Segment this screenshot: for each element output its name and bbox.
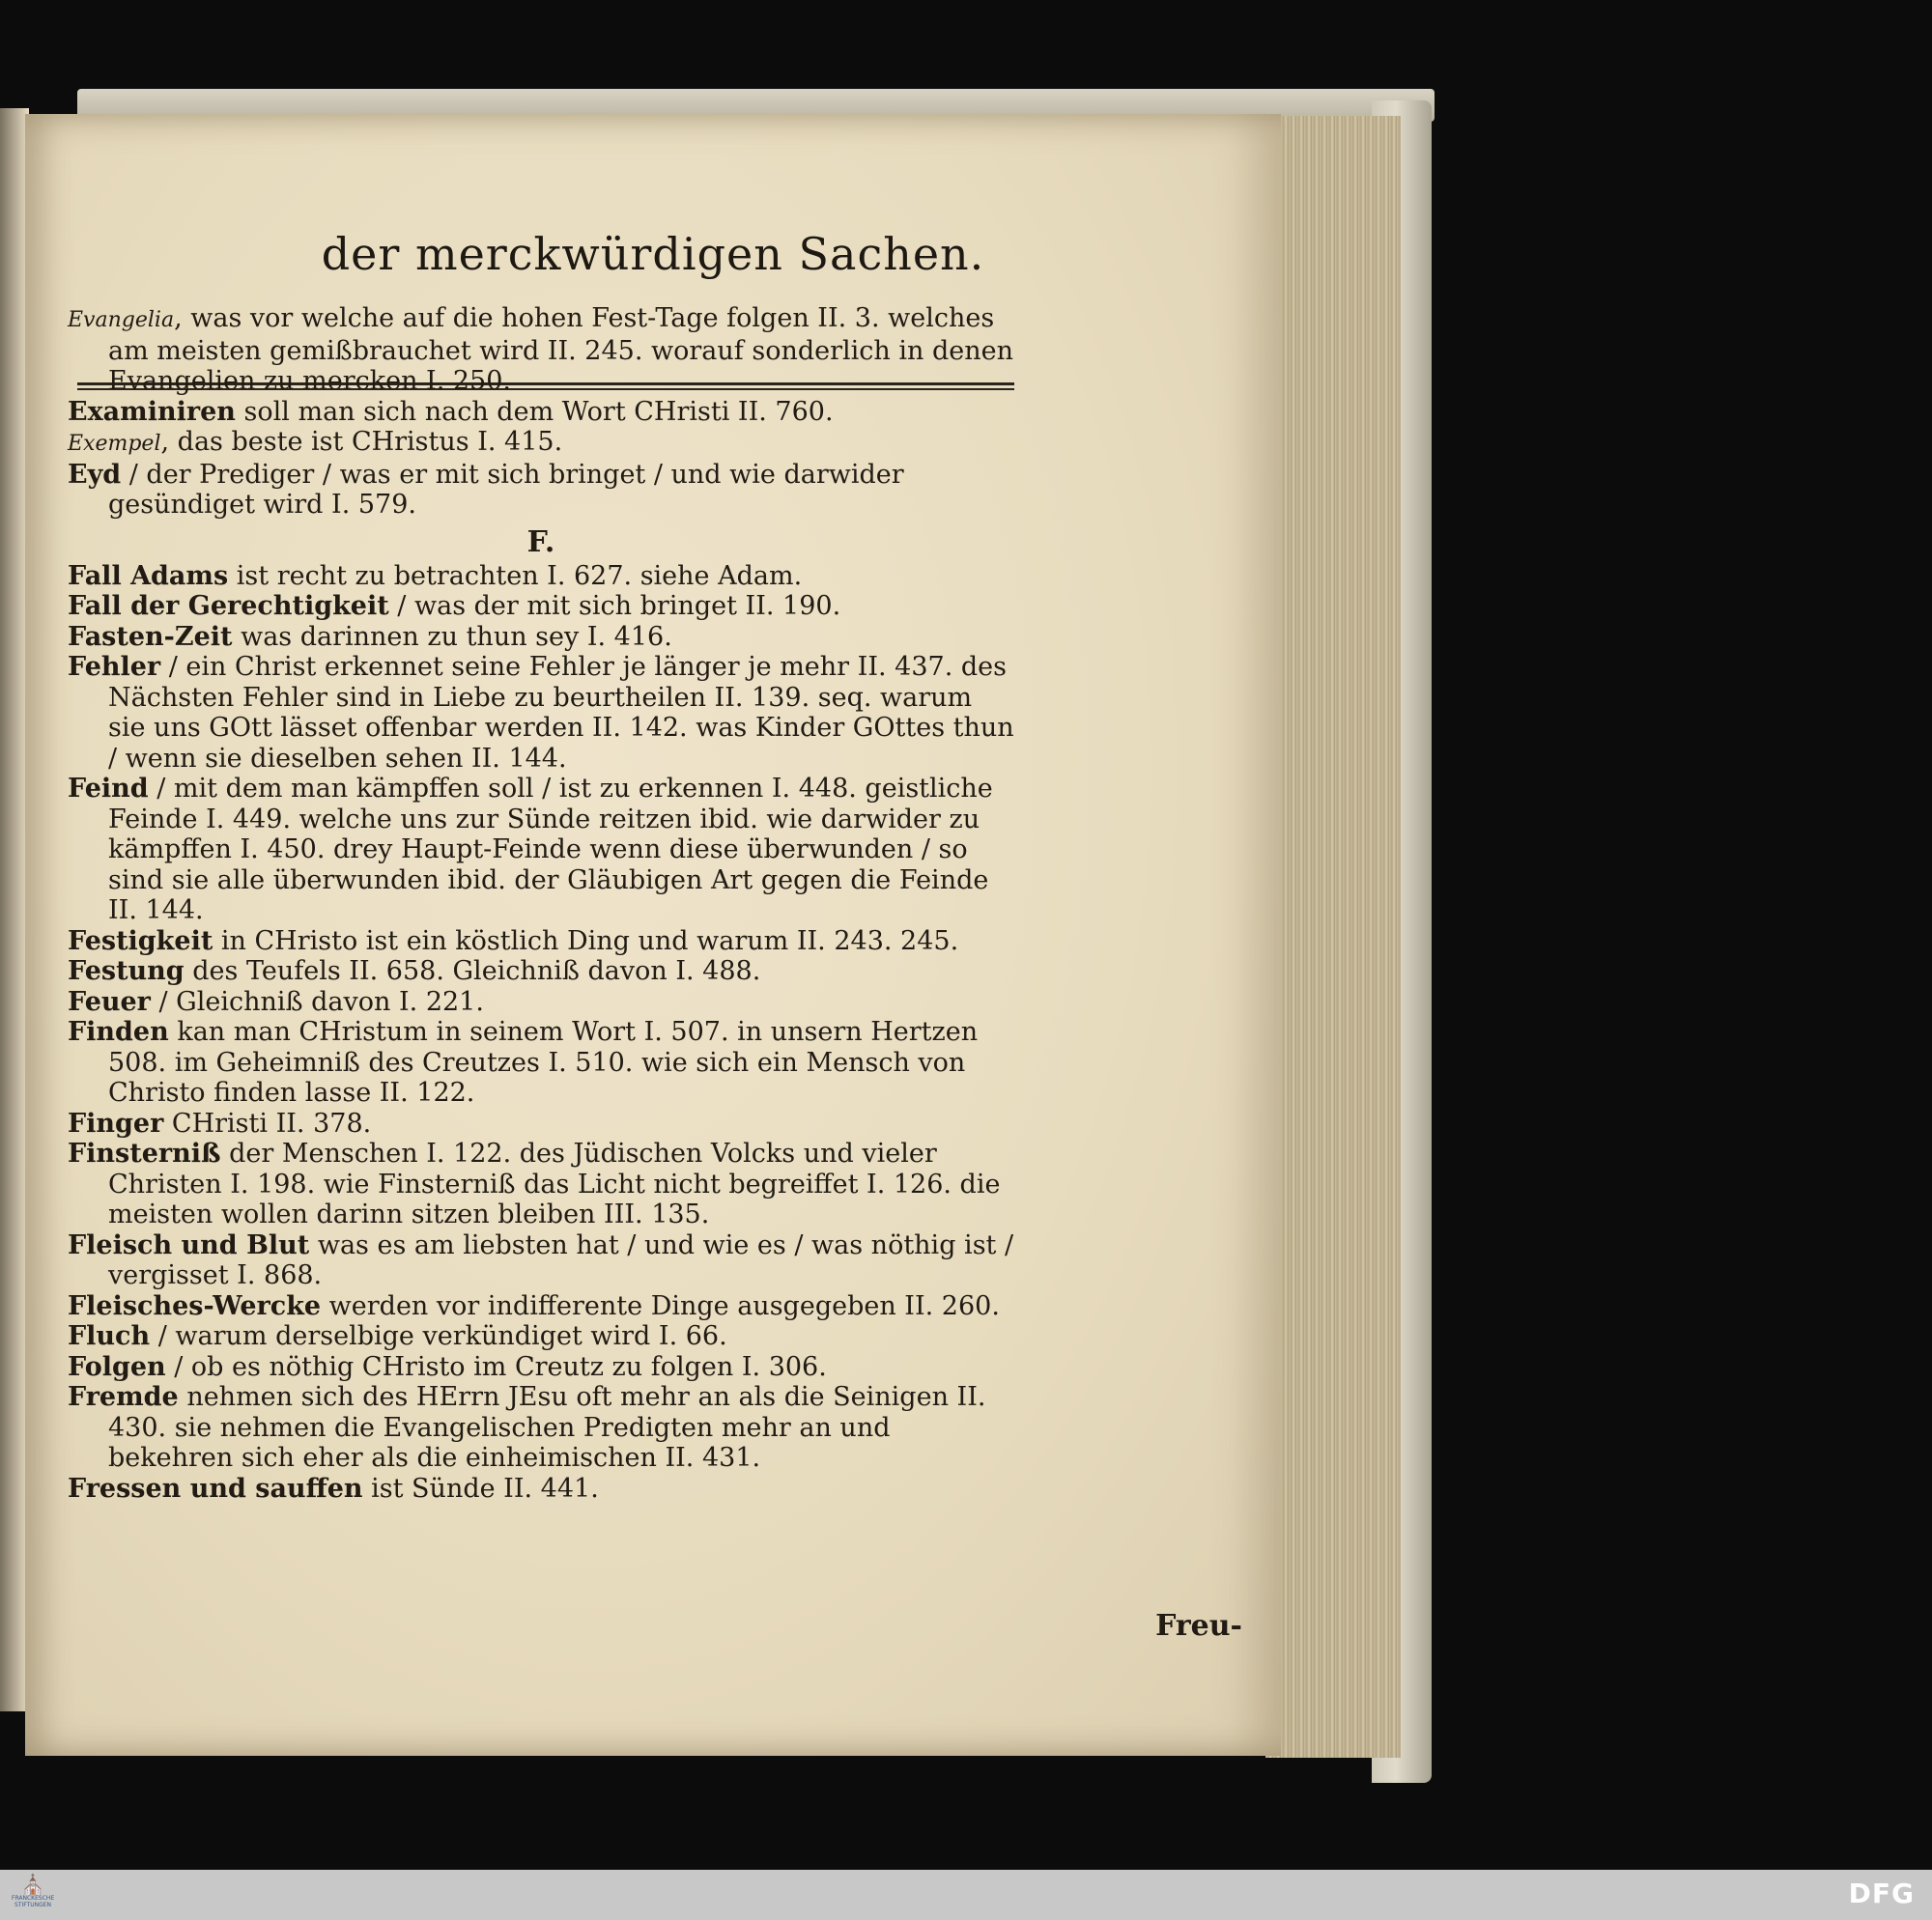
entry-headword: Fall Adams [68,560,229,591]
entry-text: / ob es nöthig CHristo im Creutz zu folgen I. 306. [165,1351,827,1382]
index-entry [68,987,1014,1018]
index-entry [68,1017,1014,1109]
entry-headword: Fall der Gerechtigkeit [68,591,389,621]
index-entry [68,397,1014,428]
entry-headword: Festigkeit [68,925,213,956]
entry-text: kan man CHristum in seinem Wort I. 507. in unsern Hertzen 508. im Geheimniß des Creutzes I. 510. wie sich ein Mensch von Christo finden lasse II. 122. [108,1017,979,1108]
index-entry [68,561,1014,592]
entry-text: in CHristo ist ein köstlich Ding und warum II. 243. 245. [213,925,959,956]
index-entry [68,460,1014,521]
entry-headword: Festung [68,956,185,986]
index-entry [68,652,1014,774]
entry-headword: Evangelia [68,308,175,332]
entry-text: / was der mit sich bringet II. 190. [388,591,841,621]
entry-headword: Finden [68,1017,169,1047]
entry-headword: Folgen [68,1351,166,1382]
index-entry [68,956,1014,987]
entry-headword: Fressen und sauffen [68,1473,363,1504]
entry-headword: Fasten-Zeit [68,621,233,652]
entry-text: / der Prediger / was er mit sich bringet / und wie darwider gesündiget wird I. 579. [108,459,904,520]
entry-text: , das beste ist CHristus I. 415. [160,427,563,457]
francke-logo[interactable] [12,1874,54,1916]
francke-logo-text: FRANCKESCHE STIFTUNGEN [12,1895,55,1908]
entry-text: CHristi II. 378. [163,1108,372,1139]
entries-letter-e [68,303,1014,521]
index-entry [68,1382,1014,1474]
index-entry [68,303,1014,397]
entry-text: / warum derselbige verkündiget wird I. 66. [150,1321,727,1351]
index-entries [68,303,1014,1504]
running-head: der merckwürdigen Sachen. [321,228,985,280]
entry-text: was darinnen zu thun sey I. 416. [232,621,672,652]
index-entry [68,1291,1014,1322]
entry-headword: Examiniren [68,396,236,427]
section-letter: F. [526,524,555,559]
viewer-footer-bar [0,1870,1932,1920]
dfg-logo[interactable]: DFG [1848,1878,1915,1909]
entries-letter-f [68,561,1014,1505]
entry-headword: Fleisches-Wercke [68,1290,322,1321]
index-entry [68,1139,1014,1230]
entry-text: , was vor welche auf die hohen Fest-Tage folgen II. 3. welches am meisten gemißbrauchet wird II. 245. worauf sonderlich in denen Evangelien zu mercken I. 250. [108,303,1013,396]
book-page [25,114,1281,1756]
index-entry [68,622,1014,653]
index-entry [68,774,1014,926]
entry-headword: Feind [68,774,149,804]
entry-text: / Gleichniß davon I. 221. [150,986,484,1017]
entry-headword: Exempel [68,432,161,456]
francke-emblem-icon: ⛪ [20,1873,45,1896]
index-entry [68,1321,1014,1352]
index-entry [68,1230,1014,1291]
entry-text: soll man sich nach dem Wort CHristi II. 760. [235,396,834,427]
index-entry [68,1109,1014,1140]
page-fore-edge [1265,116,1401,1758]
entry-text: ist recht zu betrachten I. 627. siehe Adam. [228,560,803,591]
entry-text: ist Sünde II. 441. [362,1473,599,1504]
entry-text: nehmen sich des HErrn JEsu oft mehr an als die Seinigen II. 430. sie nehmen die Evangelischen Predigten mehr an und bekehren sich eher als die einheimischen II. 431. [108,1382,986,1473]
entry-headword: Fleisch und Blut [68,1229,310,1260]
entry-headword: Eyd [68,459,122,490]
entry-text: / mit dem man kämpffen soll / ist zu erkennen I. 448. geistliche Feinde I. 449. welche uns zur Sünde reitzen ibid. wie darwider zu kämpffen I. 450. drey Haupt-Feinde wenn diese überwunden / so sind sie alle überwunden ibid. der Gläubigen Art gegen die Feinde II. 144. [108,774,993,925]
entry-text: der Menschen I. 122. des Jüdischen Volcks und vieler Christen I. 198. wie Finsterniß das Licht nicht begreiffet I. 126. die meisten wollen darinn sitzen bleiben III. 135. [108,1139,1001,1229]
index-entry [68,1352,1014,1383]
entry-text: / ein Christ erkennet seine Fehler je länger je mehr II. 437. des Nächsten Fehler sind in Liebe zu beurtheilen II. 139. seq. warum sie uns GOtt lässet offenbar werden II. 142. was Kinder GOttes thun / wenn sie dieselben sehen II. 144. [108,652,1014,774]
index-entry [68,427,1014,460]
index-entry [68,926,1014,957]
entry-text: was es am liebsten hat / und wie es / was nöthig ist / vergisset I. 868. [108,1229,1014,1290]
entry-headword: Fehler [68,652,161,682]
entry-text: des Teufels II. 658. Gleichniß davon I. 488. [184,956,761,986]
catchword: Freu- [1155,1609,1242,1643]
entry-text: werden vor indifferente Dinge ausgegeben II. 260. [321,1290,1000,1321]
entry-headword: Finsterniß [68,1139,221,1169]
entry-headword: Feuer [68,986,151,1017]
entry-headword: Finger [68,1108,164,1139]
entry-headword: Fluch [68,1321,151,1351]
index-entry [68,591,1014,622]
index-entry [68,1474,1014,1505]
entry-headword: Fremde [68,1382,179,1412]
